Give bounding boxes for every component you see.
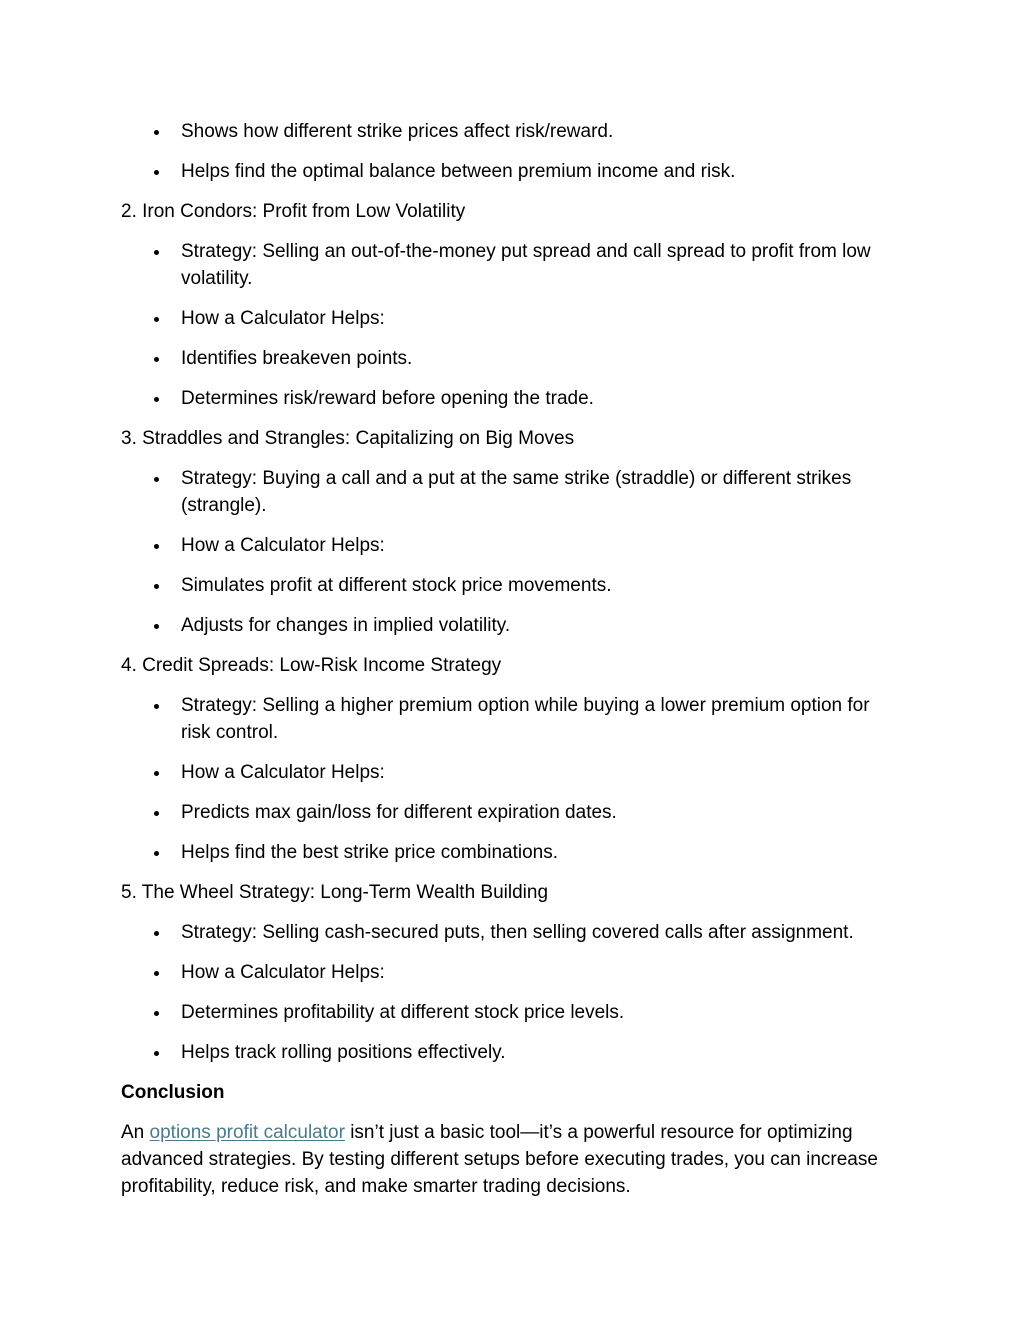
list-item	[121, 305, 901, 332]
list-item-text: How a Calculator Helps:	[181, 962, 385, 983]
list-item	[121, 118, 901, 145]
section-bullet-list	[121, 692, 901, 866]
list-item	[121, 465, 901, 519]
list-item-text: Identifies breakeven points.	[181, 348, 413, 369]
list-item	[121, 692, 901, 746]
list-item-text: Helps find the optimal balance between premium income and risk.	[181, 161, 736, 182]
section-wheel-strategy	[121, 879, 901, 1066]
list-item-text: Strategy: Selling an out-of-the-money put spread and call spread to profit from low volatility.	[181, 241, 871, 289]
options-profit-calculator-link[interactable]: options profit calculator	[149, 1122, 345, 1143]
list-item-text: Shows how different strike prices affect risk/reward.	[181, 121, 614, 142]
list-item	[121, 959, 901, 986]
section-bullet-list	[121, 465, 901, 639]
bullet-icon	[154, 584, 159, 589]
bullet-icon	[154, 250, 159, 255]
bullet-icon	[154, 357, 159, 362]
list-item	[121, 572, 901, 599]
list-item-text: Determines risk/reward before opening the trade.	[181, 388, 594, 409]
conclusion-heading: Conclusion	[121, 1082, 225, 1103]
conclusion-paragraph	[121, 1119, 901, 1200]
list-item	[121, 999, 901, 1026]
list-item	[121, 345, 901, 372]
conclusion-text-start: An	[121, 1122, 150, 1143]
section-heading: 2. Iron Condors: Profit from Low Volatility	[121, 201, 466, 222]
list-item	[121, 799, 901, 826]
section-credit-spreads	[121, 652, 901, 866]
list-item-text: Helps track rolling positions effectively.	[181, 1042, 506, 1063]
section-straddles-strangles	[121, 425, 901, 639]
section-heading: 3. Straddles and Strangles: Capitalizing on Big Moves	[121, 428, 575, 449]
list-item-text: Predicts max gain/loss for different expiration dates.	[181, 802, 617, 823]
bullet-icon	[154, 130, 159, 135]
list-item	[121, 919, 901, 946]
bullet-icon	[154, 397, 159, 402]
list-item	[121, 612, 901, 639]
bullet-icon	[154, 170, 159, 175]
list-item-text: Strategy: Selling cash-secured puts, then selling covered calls after assignment.	[181, 922, 854, 943]
bullet-icon	[154, 851, 159, 856]
list-item-text: Determines profitability at different stock price levels.	[181, 1002, 625, 1023]
bullet-icon	[154, 477, 159, 482]
conclusion-section	[121, 1079, 901, 1200]
list-item	[121, 839, 901, 866]
document-body	[121, 118, 901, 1200]
bullet-icon	[154, 771, 159, 776]
list-item	[121, 1039, 901, 1066]
bullet-icon	[154, 1051, 159, 1056]
list-item-text: How a Calculator Helps:	[181, 308, 385, 329]
conclusion-text-end: isn’t just a basic tool—it’s a powerful resource for optimizing advanced strategies. By testing different setups before executing trades, you can increase profitability, reduce risk, and make smarter trading decisions.	[121, 1122, 878, 1197]
section-iron-condors	[121, 198, 901, 412]
bullet-icon	[154, 1011, 159, 1016]
intro-bullet-list	[121, 118, 901, 185]
list-item-text: How a Calculator Helps:	[181, 762, 385, 783]
bullet-icon	[154, 317, 159, 322]
list-item	[121, 238, 901, 292]
bullet-icon	[154, 931, 159, 936]
list-item	[121, 759, 901, 786]
list-item	[121, 532, 901, 559]
section-bullet-list	[121, 919, 901, 1066]
bullet-icon	[154, 544, 159, 549]
list-item	[121, 158, 901, 185]
section-heading: 4. Credit Spreads: Low-Risk Income Strategy	[121, 655, 502, 676]
list-item-text: Strategy: Buying a call and a put at the same strike (straddle) or different strikes (strangle).	[181, 468, 852, 516]
bullet-icon	[154, 704, 159, 709]
section-heading: 5. The Wheel Strategy: Long-Term Wealth Building	[121, 882, 549, 903]
list-item-text: Helps find the best strike price combinations.	[181, 842, 559, 863]
list-item-text: Adjusts for changes in implied volatility.	[181, 615, 511, 636]
bullet-icon	[154, 811, 159, 816]
list-item-text: Strategy: Selling a higher premium option while buying a lower premium option for risk control.	[181, 695, 870, 743]
list-item-text: Simulates profit at different stock price movements.	[181, 575, 612, 596]
list-item	[121, 385, 901, 412]
section-bullet-list	[121, 238, 901, 412]
bullet-icon	[154, 971, 159, 976]
list-item-text: How a Calculator Helps:	[181, 535, 385, 556]
bullet-icon	[154, 624, 159, 629]
